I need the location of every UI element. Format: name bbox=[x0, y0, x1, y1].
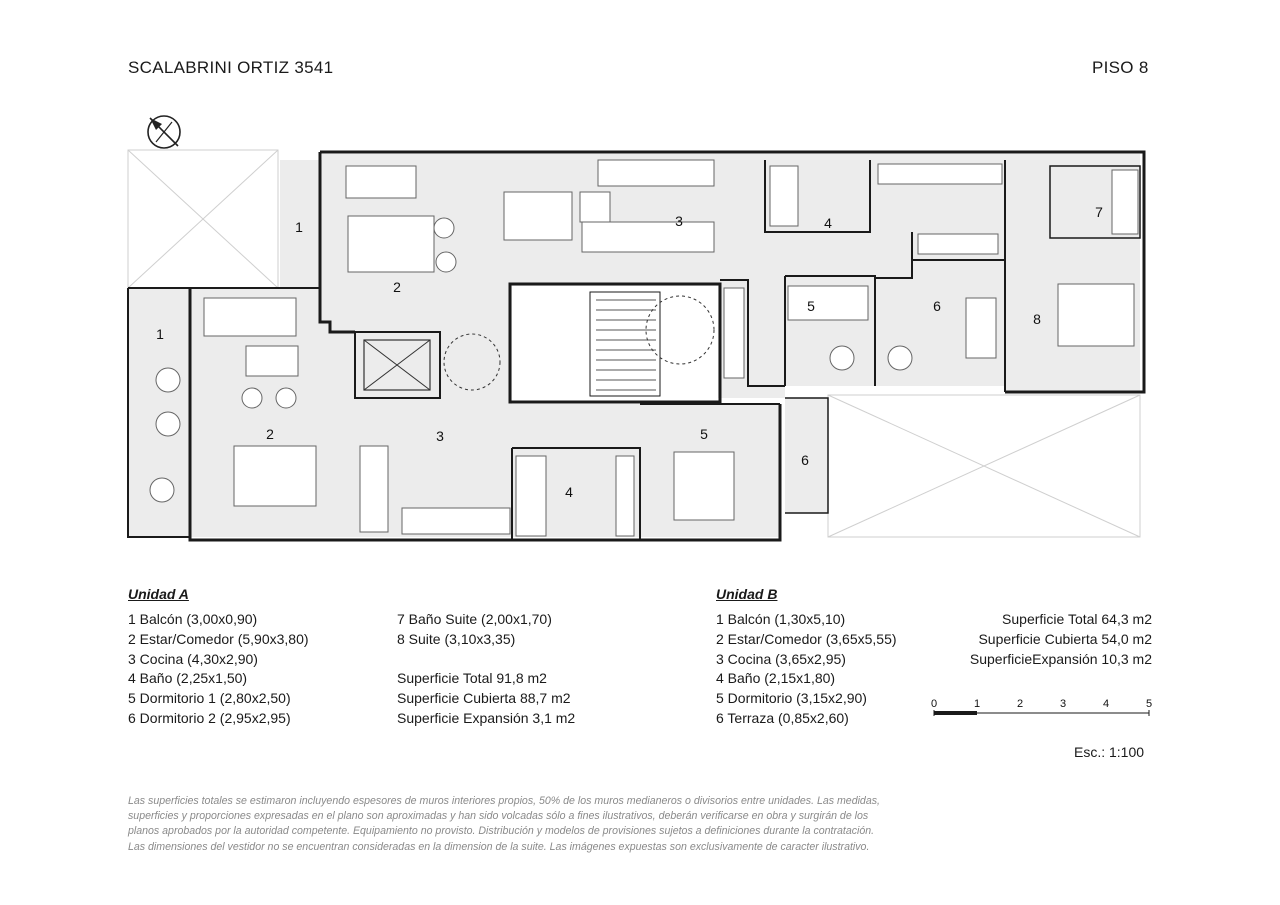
room-number: 4 bbox=[824, 215, 832, 231]
room-number: 1 bbox=[295, 219, 303, 235]
disclaimer-line: Las dimensiones del vestidor no se encuentran consideradas en la dimension de la suite. Las imágenes expuestas son exclusivamente de caracter ilustrativo. bbox=[128, 840, 870, 853]
unit-b-title: Unidad B bbox=[716, 586, 778, 602]
room-number: 6 bbox=[933, 298, 941, 314]
floor-label: PISO 8 bbox=[1092, 58, 1149, 77]
room-number: 8 bbox=[1033, 311, 1041, 327]
room-number: 3 bbox=[675, 213, 683, 229]
legend-item: 8 Suite (3,10x3,35) bbox=[397, 630, 516, 647]
room-number: 5 bbox=[700, 426, 708, 442]
disclaimer-line: Las superficies totales se estimaron incluyendo espesores de muros interiores propios, 50% de los muros medianeros o divisorios entre unidades. Las medidas, bbox=[128, 795, 880, 807]
legend-item: 1 Balcón (3,00x0,90) bbox=[128, 611, 258, 627]
surface-covered: Superficie Cubierta 54,0 m2 bbox=[978, 630, 1152, 647]
legend-item: 4 Baño (2,15x1,80) bbox=[716, 670, 836, 687]
room-number: 7 bbox=[1095, 204, 1103, 220]
room-number: 6 bbox=[801, 452, 809, 468]
scale-bar bbox=[925, 694, 1160, 720]
surface-expansion: SuperficieExpansión 10,3 m2 bbox=[969, 650, 1152, 667]
surface-expansion: Superficie Expansión 3,1 m2 bbox=[397, 709, 576, 726]
stairs bbox=[596, 300, 656, 390]
unit-a-title: Unidad A bbox=[128, 586, 189, 602]
unit-a-rooms-col1 bbox=[128, 610, 309, 729]
legend-item: 4 Baño (2,25x1,50) bbox=[128, 670, 248, 687]
legend-item: 3 Cocina (3,65x2,95) bbox=[716, 650, 846, 667]
room-number: 1 bbox=[156, 326, 164, 342]
unit-b-surfaces bbox=[930, 610, 1152, 669]
legend-item: 1 Balcón (1,30x5,10) bbox=[716, 611, 846, 627]
unit-b-rooms bbox=[716, 610, 897, 729]
unit-a-surfaces bbox=[397, 669, 575, 728]
building-address: SCALABRINI ORTIZ 3541 bbox=[128, 58, 334, 77]
room-number: 2 bbox=[266, 426, 274, 442]
north-arrow-icon bbox=[148, 116, 180, 148]
legend-item: 6 Dormitorio 2 (2,95x2,95) bbox=[128, 709, 291, 726]
surface-covered: Superficie Cubierta 88,7 m2 bbox=[397, 689, 571, 706]
room-number: 3 bbox=[436, 428, 444, 444]
scale-label: Esc.: 1:100 bbox=[1074, 744, 1145, 760]
legend-item: 6 Terraza (0,85x2,60) bbox=[716, 709, 849, 726]
disclaimer-line: superficies y proporciones expresadas en el plano son aproximadas y han sido volcadas sólo a fines ilustrativos, deberán verificarse en obra y surgirán de los bbox=[128, 810, 869, 823]
surface-total: Superficie Total 64,3 m2 bbox=[1002, 611, 1152, 627]
disclaimer-line: planos aprobados por la autoridad competente. Equipamiento no provisto. Distribución y modelos de provisiones sujetos a definiciones durante la contratación. bbox=[128, 825, 875, 838]
room-number: 5 bbox=[807, 298, 815, 314]
disclaimer bbox=[128, 794, 1018, 855]
legend-item: 3 Cocina (4,30x2,90) bbox=[128, 650, 258, 667]
unit-a-rooms-col2 bbox=[397, 610, 552, 650]
room-number: 4 bbox=[565, 484, 573, 500]
legend-item: 5 Dormitorio (3,15x2,90) bbox=[716, 690, 867, 707]
surface-total: Superficie Total 91,8 m2 bbox=[397, 670, 547, 686]
scale-tick-label: 4 bbox=[1102, 698, 1110, 710]
room-number: 2 bbox=[393, 279, 401, 295]
scale-tick-label: 2 bbox=[1016, 698, 1024, 710]
legend-item: 7 Baño Suite (2,00x1,70) bbox=[397, 611, 552, 627]
legend-item: 2 Estar/Comedor (3,65x5,55) bbox=[716, 630, 897, 647]
scale-tick-label: 1 bbox=[973, 698, 981, 710]
legend-item: 2 Estar/Comedor (5,90x3,80) bbox=[128, 630, 309, 647]
scale-tick-label: 5 bbox=[1145, 698, 1153, 710]
scale-tick-label: 0 bbox=[930, 698, 938, 710]
legend-item: 5 Dormitorio 1 (2,80x2,50) bbox=[128, 690, 291, 707]
scale-tick-label: 3 bbox=[1059, 698, 1067, 710]
